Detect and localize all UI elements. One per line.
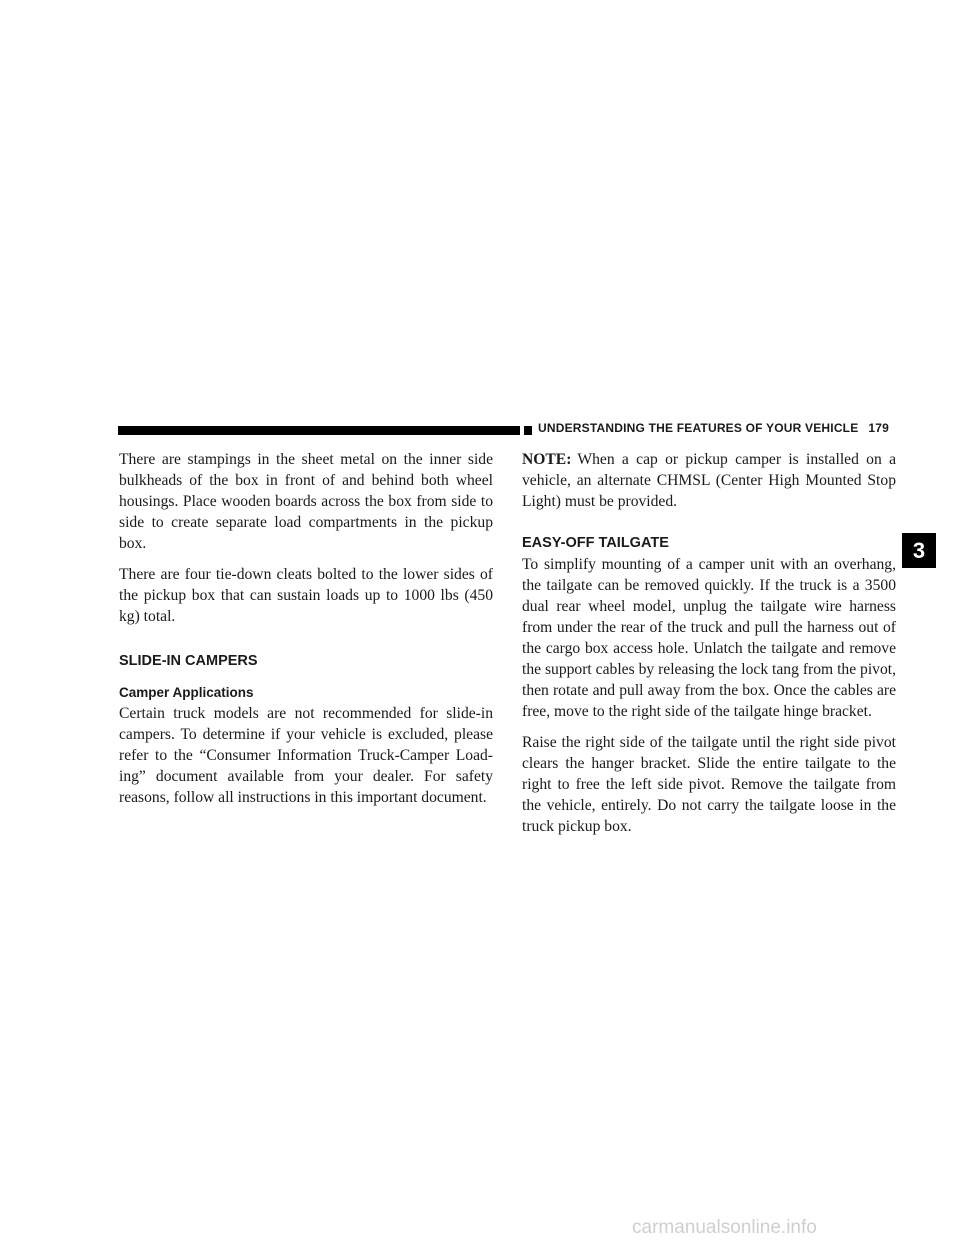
note-paragraph [522,449,896,512]
running-header [538,421,889,435]
heading-slide-in-campers: SLIDE-IN CAMPERS [119,653,258,669]
chapter-tab: 3 [902,533,936,568]
page-number: 179 [868,421,890,435]
subheading-camper-applications: Camper Applications [119,685,254,700]
paragraph-tailgate-raise: Raise the right side of the tailgate until the right side pivot clears the hanger bracket. Slide the entire tailgate to the right to free the left side pivot. Remove the tailgate from the vehicle, entirely. Do not carry the tailgate loose in the truck pickup box. [522,734,896,835]
paragraph-tie-down: There are four tie-down cleats bolted to the lower sides of the pickup box that can sustain loads up to 1000 lbs (450 kg) total. [119,566,493,625]
section-title: UNDERSTANDING THE FEATURES OF YOUR VEHICLE [538,421,859,435]
header-rule-block [524,426,532,435]
paragraph-tailgate-removal: To simplify mounting of a camper unit with an overhang, the tailgate can be removed quickly. If the truck is a 3500 dual rear wheel model, unplug the tailgate wire harness from under the rear of the truck and pull the harness out of the cargo box access hole. Unlatch the tailgate and remove the support cables by releasing the lock tang from the pivot, then rotate and pull away from the box. Once the cables are free, move to the right side of the tailgate hinge bracket. [522,556,896,720]
paragraph-camper-applications: Certain truck models are not recommended for slide-in campers. To determine if your vehicle is excluded, please refer to the “Consumer Information Truck-Camper Loading” document available from your dealer. For safety reasons, follow all instructions in this important document. [119,705,493,806]
paragraph-stampings: There are stampings in the sheet metal on the inner side bulkheads of the box in front of and behind both wheel housings. Place wooden boards across the box from side to side to create separate load compartments in the pickup box. [119,451,493,552]
heading-easy-off-tailgate: EASY-OFF TAILGATE [522,535,669,551]
note-text: When a cap or pickup camper is installed on a vehicle, an alternate CHMSL (Center High Mounted Stop Light) must be provided. [522,451,896,510]
note-label: NOTE: [522,451,572,468]
left-column [119,449,493,818]
header-rule [118,426,520,435]
watermark: carmanualsonline.info [632,1217,817,1238]
right-column [522,449,896,847]
